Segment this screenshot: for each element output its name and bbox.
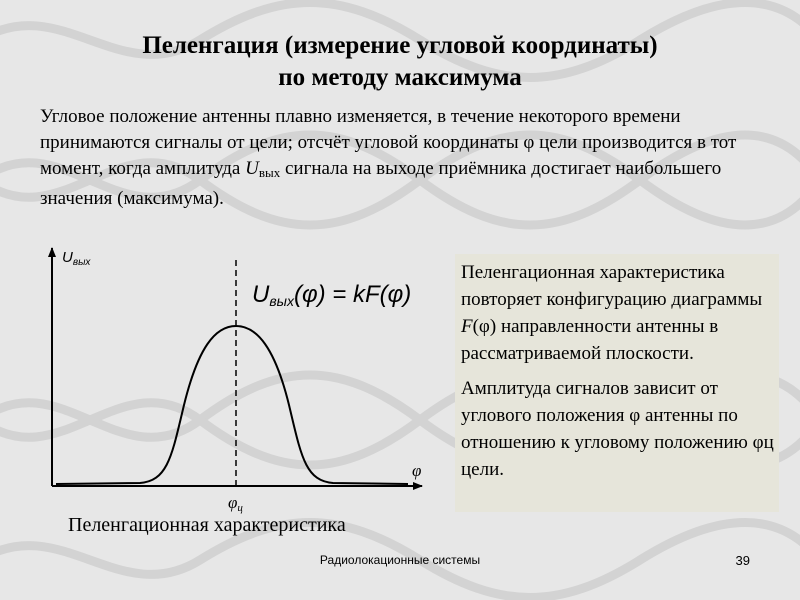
formula-rest: (φ) = kF(φ) — [293, 281, 412, 308]
intro-text-1: Угловое положение антенны плавно изменяется, в течение некоторого времени принимаются сигналы от цели; отсчёт угловой координаты φ цели производится в тот момент, когда амплитуда — [40, 106, 737, 179]
panel-p1-italic: F — [461, 316, 473, 337]
peak-label-sub: ц — [237, 502, 243, 514]
intro-u-subscript: вых — [258, 165, 281, 180]
bell-curve — [56, 326, 408, 484]
footer-course-name: Радиолокационные системы — [319, 553, 481, 567]
page-number: 39 — [735, 553, 750, 568]
info-panel — [455, 254, 779, 512]
svg-text:Uвых(φ) = kF(φ) — [252, 281, 411, 309]
panel-paragraph-1 — [461, 259, 775, 367]
intro-u-symbol: U — [245, 158, 259, 179]
x-axis-label: φ — [412, 461, 422, 480]
y-axis-label-sub: вых — [72, 257, 91, 268]
formula-u-sub: вых — [269, 293, 294, 309]
svg-text:Uвых — [62, 249, 91, 268]
graph-caption: Пеленгационная характеристика — [68, 514, 346, 536]
svg-text:φц — [228, 493, 243, 514]
panel-p1-end: (φ) направленности антенны в рассматриваемой плоскости. — [461, 316, 719, 364]
panel-p1-start: Пеленгационная характеристика повторяет конфигурацию диаграммы — [461, 262, 763, 310]
title-line-2: по методу максимума — [278, 64, 522, 91]
title-line-1: Пеленгация (измерение угловой координаты) — [142, 32, 658, 59]
peak-label: φ — [228, 493, 238, 512]
y-axis-label: U — [62, 249, 73, 266]
formula-u: U — [252, 281, 270, 308]
panel-paragraph-2: Амплитуда сигналов зависит от углового положения φ антенны по отношению к угловому положению φц цели. — [461, 378, 774, 480]
intro-text-2: сигнала на выходе приёмника достигает наибольшего значения (максимума). — [40, 158, 722, 209]
